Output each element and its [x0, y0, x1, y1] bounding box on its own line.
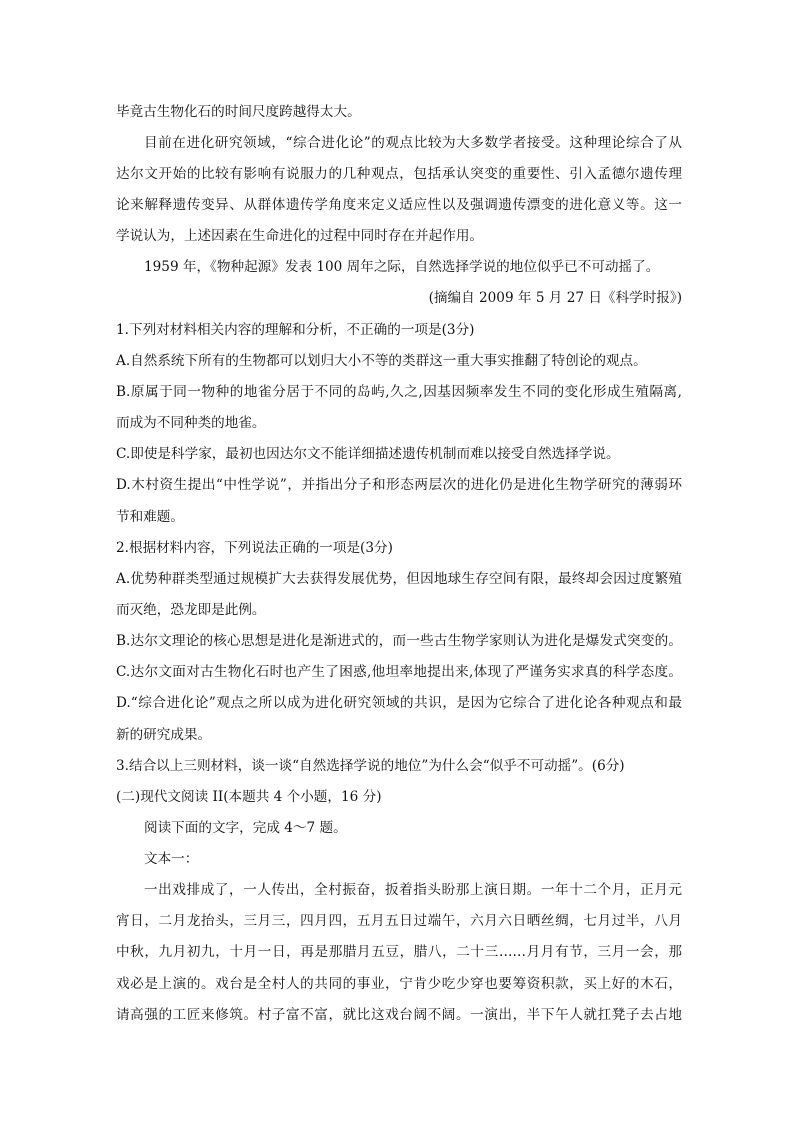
paragraph-line: 目前在进化研究领域，“综合进化论”的观点比较为大多数学者接受。这种理论综合了从 [144, 135, 682, 151]
question-1-stem: 1.下列对材料相关内容的理解和分析，不正确的一项是(3分) [116, 322, 475, 338]
question-2-option-a: A.优势种群类型通过规模扩大去获得发展优势，但因地球生存空间有限，最终却会因过度繁殖 [116, 571, 682, 587]
paragraph-line: 1959 年，《物种起源》发表 100 周年之际，自然选择学说的地位似乎已不可动摇了。 [144, 259, 660, 275]
question-1-option-b-cont: 而成为不同种类的地雀。 [116, 415, 266, 431]
question-2-option-d: D.“综合进化论”观点之所以成为进化研究领域的共识，是因为它综合了进化论各种观点和最 [116, 695, 682, 711]
text-line: 毕竟古生物化石的时间尺度跨越得太大。 [116, 104, 361, 120]
question-1-option-d: D.木村资生提出“中性学说”，并指出分子和形态两层次的进化仍是进化生物学研究的薄弱环 [116, 477, 682, 493]
question-1-option-c: C.即使是科学家，最初也因达尔文不能详细描述遗传机制而难以接受自然选择学说。 [116, 446, 620, 462]
question-1-option-d-cont: 节和难题。 [116, 509, 184, 525]
paragraph-line: 学说认为，上述因素在生命进化的过程中同时存在并起作用。 [116, 228, 484, 244]
question-2-option-b: B.达尔文理论的核心思想是进化是渐进式的，而一些古生物学家则认为进化是爆发式突变的。 [116, 633, 682, 649]
question-2-stem: 2.根据材料内容，下列说法正确的一项是(3分) [116, 540, 393, 556]
paragraph-line: 中秋，九月初九，十月一日，再是那腊月五豆，腊八，二十三……月月有节，三月一会，那 [116, 944, 682, 960]
instruction: 阅读下面的文字，完成 4～7 题。 [144, 820, 347, 836]
question-2-option-c: C.达尔文面对古生物化石时也产生了困惑,他坦率地提出来,体现了严谨务实求真的科学态度。 [116, 664, 682, 680]
source-citation: (摘编自 2009 年 5 月 27 日《科学时报》) [428, 290, 682, 306]
paragraph-line: 达尔文开始的比较有影响有说服力的几种观点，包括承认突变的重要性、引入孟德尔遗传理 [116, 166, 682, 182]
question-2-option-d-cont: 新的研究成果。 [116, 727, 212, 743]
question-1-option-a: A.自然系统下所有的生物都可以划归大小不等的类群这一重大事实推翻了特创论的观点。 [116, 353, 647, 369]
section-heading: (二)现代文阅读 II(本题共 4 个小题，16 分) [116, 789, 382, 805]
question-2-option-a-cont: 而灭绝，恐龙即是此例。 [116, 602, 266, 618]
paragraph-line: 一出戏排成了，一人传出，全村振奋，扳着指头盼那上演日期。一年十二个月，正月元 [144, 882, 682, 898]
paragraph-line: 论来解释遗传变异、从群体遗传学角度来定义适应性以及强调遗传漂变的进化意义等。这一 [116, 197, 682, 213]
text-label: 文本一： [144, 851, 199, 867]
question-3: 3.结合以上三则材料，谈一谈“自然选择学说的地位”为什么会“似乎不可动摇”。(6分) [116, 758, 625, 774]
paragraph-line: 戏必是上演的。戏台是全村人的共同的事业，宁肯少吃少穿也要筹资积款，买上好的木石， [116, 976, 682, 992]
paragraph-line: 宵日，二月龙抬头，三月三，四月四，五月五日过端午，六月六日晒丝绸，七月过半，八月 [116, 913, 682, 929]
question-1-option-b: B.原属于同一物种的地雀分居于不同的岛屿,久之,因基因频率发生不同的变化形成生殖隔离, [116, 384, 682, 400]
paragraph-line: 请高强的工匠来修筑。村子富不富，就比这戏台阔不阔。一演出，半下午人就扛凳子去占地 [116, 1007, 682, 1023]
